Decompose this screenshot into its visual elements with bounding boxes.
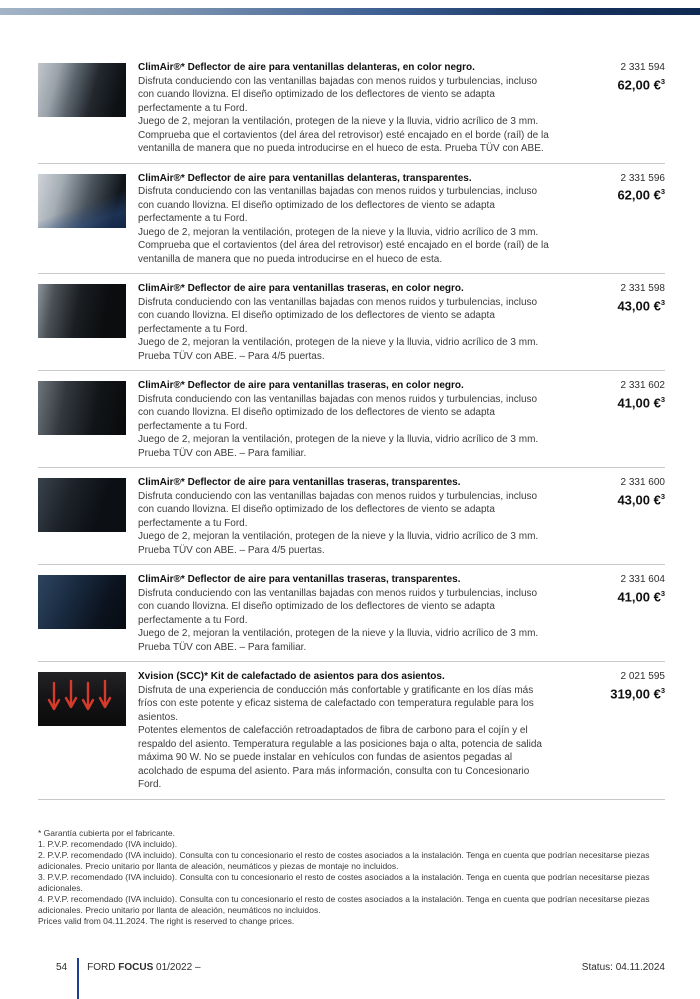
price-value: 319,00 €	[610, 685, 661, 701]
part-number: 2 021 595	[620, 671, 665, 682]
price-value: 62,00 €	[617, 187, 661, 203]
product-description-paragraph: Juego de 2, mejoran la ventilación, protegen de la nieve y la lluvia, vidrio acrílico de 3 mm. Prueba TÜV con ABE. – Para familiar.	[138, 628, 539, 653]
product-pricing	[560, 61, 665, 92]
part-number: 2 331 596	[620, 172, 665, 184]
catalog-content	[38, 53, 665, 927]
part-number: 2 331 600	[620, 477, 665, 488]
product-row	[38, 53, 665, 164]
product-title: ClimAir®* Deflector de aire para ventanillas delanteras, en color negro.	[138, 62, 475, 73]
product-title: ClimAir®* Deflector de aire para ventanillas delanteras, transparentes.	[138, 172, 472, 184]
product-photo-heated-seat-kit	[38, 672, 126, 726]
part-number: 2 331 602	[620, 380, 665, 391]
footnotes	[38, 828, 665, 927]
page-number: 54	[56, 962, 68, 973]
product-row	[38, 274, 665, 371]
top-gradient-bar	[0, 8, 700, 15]
footnote-line: Prices valid from 04.11.2024. The right is reserved to change prices.	[38, 915, 295, 926]
status-date: Status: 04.11.2024	[581, 962, 665, 973]
price-footnote-ref: 3	[660, 297, 665, 307]
page-footer	[38, 958, 665, 999]
product-info	[126, 573, 560, 654]
product-description-paragraph: Juego de 2, mejoran la ventilación, protegen de la nieve y la lluvia, vidrio acrílico de 3 mm. Prueba TÜV con ABE. – Para familiar.	[138, 434, 539, 459]
brand-name: FORD	[87, 962, 116, 973]
product-row	[38, 468, 665, 565]
price-value: 62,00 €	[617, 76, 661, 92]
price-value: 43,00 €	[617, 491, 661, 507]
product-pricing	[560, 282, 665, 313]
product-row	[38, 164, 665, 275]
product-title: ClimAir®* Deflector de aire para ventanillas traseras, en color negro.	[138, 380, 464, 391]
price	[560, 686, 665, 701]
product-row	[38, 565, 665, 662]
product-description-paragraph: Disfruta conduciendo con las ventanillas bajadas con menos ruidos y turbulencias, incluso con cuando llovizna. El diseño optimizado de los deflectores de viento se adapta perfectamente a tu Ford.	[138, 587, 538, 626]
price-value: 41,00 €	[617, 588, 661, 604]
product-pricing	[560, 476, 665, 507]
footer-divider-line	[77, 958, 79, 999]
edition-label: 01/2022 –	[156, 962, 201, 973]
part-number: 2 331 604	[620, 574, 665, 585]
price-footnote-ref: 3	[660, 187, 665, 196]
product-row	[38, 662, 665, 800]
price-footnote-ref: 3	[660, 76, 665, 86]
price-footnote-ref: 3	[660, 685, 665, 695]
price	[560, 298, 665, 313]
product-title: ClimAir®* Deflector de aire para ventanillas traseras, transparentes.	[138, 574, 461, 585]
product-info	[126, 282, 560, 363]
footnote-line: * Garantía cubierta por el fabricante.	[38, 827, 176, 838]
product-photo-front-deflector-transparent	[38, 174, 126, 228]
price	[560, 187, 665, 202]
price	[560, 589, 665, 604]
model-name: FOCUS	[118, 962, 154, 973]
product-title: Xvision (SCC)* Kit de calefactado de asientos para dos asientos.	[138, 671, 445, 682]
product-pricing	[560, 379, 665, 410]
product-info	[126, 670, 560, 792]
product-photo-rear-deflector-transparent	[38, 478, 126, 532]
product-title: ClimAir®* Deflector de aire para ventanillas traseras, en color negro.	[138, 283, 464, 294]
price-footnote-ref: 3	[660, 588, 665, 598]
heated-seat-arrows-icon	[38, 672, 126, 726]
product-info	[126, 379, 560, 460]
product-photo-rear-deflector-black-wagon	[38, 381, 126, 435]
price	[560, 492, 665, 507]
price	[560, 395, 665, 410]
footnote-line: 1. P.V.P. recomendado (IVA incluido).	[38, 838, 178, 849]
product-photo-rear-deflector-black	[38, 284, 126, 338]
product-description-paragraph: Juego de 2, mejoran la ventilación, protegen de la nieve y la lluvia, vidrio acrílico de 3 mm. Prueba TÜV con ABE. – Para 4/5 puertas.	[138, 337, 539, 362]
product-description-paragraph: Disfruta conduciendo con las ventanillas bajadas con menos ruidos y turbulencias, incluso con cuando llovizna. El diseño optimizado de los deflectores de viento se adapta perfectamente a tu Ford.	[138, 296, 538, 335]
product-description-paragraph: Disfruta conduciendo con las ventanillas bajadas con menos ruidos y turbulencias, incluso con cuando llovizna. El diseño optimizado de los deflectores de viento se adapta perfectamente a tu Ford.	[138, 186, 538, 224]
product-pricing	[560, 670, 665, 701]
product-description-paragraph: Juego de 2, mejoran la ventilación, protegen de la nieve y la lluvia, vidrio acrílico de 3 mm. Prueba TÜV con ABE. – Para 4/5 puertas.	[138, 531, 539, 556]
price	[560, 77, 665, 92]
product-description-paragraph: Disfruta de una experiencia de conducción más confortable y gratificante en los días más fríos con este potente y eficaz sistema de calefactado con temperatura regulable para los asientos.	[138, 684, 534, 723]
price-footnote-ref: 3	[660, 394, 665, 404]
product-pricing	[560, 172, 665, 203]
footnote-line: 3. P.V.P. recomendado (IVA incluido). Consulta con tu concesionario el resto de costes asociados a la instalación. Tenga en cuenta que podrían necesitarse piezas adicionales.	[38, 871, 650, 893]
product-description-paragraph: Juego de 2, mejoran la ventilación, protegen de la nieve y la lluvia, vidrio acrílico de 3 mm. Comprueba que el cortavientos (del área del retrovisor) esté encajado en el borde (raíl) de la ventanilla de manera que no pueda introducirse en el hueco de esta. Prueba TÜV con ABE.	[138, 116, 549, 154]
product-description-paragraph: Disfruta conduciendo con las ventanillas bajadas con menos ruidos y turbulencias, incluso con cuando llovizna. El diseño optimizado de los deflectores de viento se adapta perfectamente a tu Ford.	[138, 75, 538, 114]
price-footnote-ref: 3	[660, 491, 665, 501]
price-value: 41,00 €	[617, 394, 661, 410]
product-description-paragraph: Disfruta conduciendo con las ventanillas bajadas con menos ruidos y turbulencias, incluso con cuando llovizna. El diseño optimizado de los deflectores de viento se adapta perfectamente a tu Ford.	[138, 393, 538, 432]
part-number: 2 331 598	[620, 283, 665, 294]
product-description-paragraph: Potentes elementos de calefacción retroadaptados de fibra de carbono para el cojín y el respaldo del asiento. Temperatura regulable a las posiciones baja o alta, potencia de salida máxima 90 W. No se puede instalar en vehículos con fundas de asientos pegadas al acolchado de espuma del asiento. Para más información, consulta con tu Concesionario Ford.	[138, 725, 542, 790]
product-info	[126, 476, 560, 557]
footnote-line: 4. P.V.P. recomendado (IVA incluido). Consulta con tu concesionario el resto de costes asociados a la instalación. Tenga en cuenta que podrían necesitarse piezas adicionales. Precio unitario por llanta de aleación, neumáticos no incluidos.	[38, 893, 650, 915]
product-description-paragraph: Juego de 2, mejoran la ventilación, protegen de la nieve y la lluvia, vidrio acrílico de 3 mm. Comprueba que el cortavientos (del área del retrovisor) esté encajado en el borde (raíl) de la ventanilla de manera que no pueda introducirse en el hueco de esta.	[138, 226, 549, 265]
footnote-line: 2. P.V.P. recomendado (IVA incluido). Consulta con tu concesionario el resto de costes asociados a la instalación. Tenga en cuenta que podrían necesitarse piezas adicionales. Precio unitario por llanta de aleación, neumáticos y piezas de montaje no incluidos.	[38, 849, 650, 871]
product-photo-rear-deflector-transparent-wagon	[38, 575, 126, 629]
price-value: 43,00 €	[617, 297, 661, 313]
product-info	[126, 172, 560, 267]
product-photo-front-deflector-black	[38, 63, 126, 117]
part-number: 2 331 594	[620, 62, 665, 73]
product-description-paragraph: Disfruta conduciendo con las ventanillas bajadas con menos ruidos y turbulencias, incluso con cuando llovizna. El diseño optimizado de los deflectores de viento se adapta perfectamente a tu Ford.	[138, 490, 538, 529]
product-pricing	[560, 573, 665, 604]
product-row	[38, 371, 665, 468]
product-info	[126, 61, 560, 156]
product-title: ClimAir®* Deflector de aire para ventanillas traseras, transparentes.	[138, 477, 461, 488]
catalog-title	[87, 958, 200, 973]
